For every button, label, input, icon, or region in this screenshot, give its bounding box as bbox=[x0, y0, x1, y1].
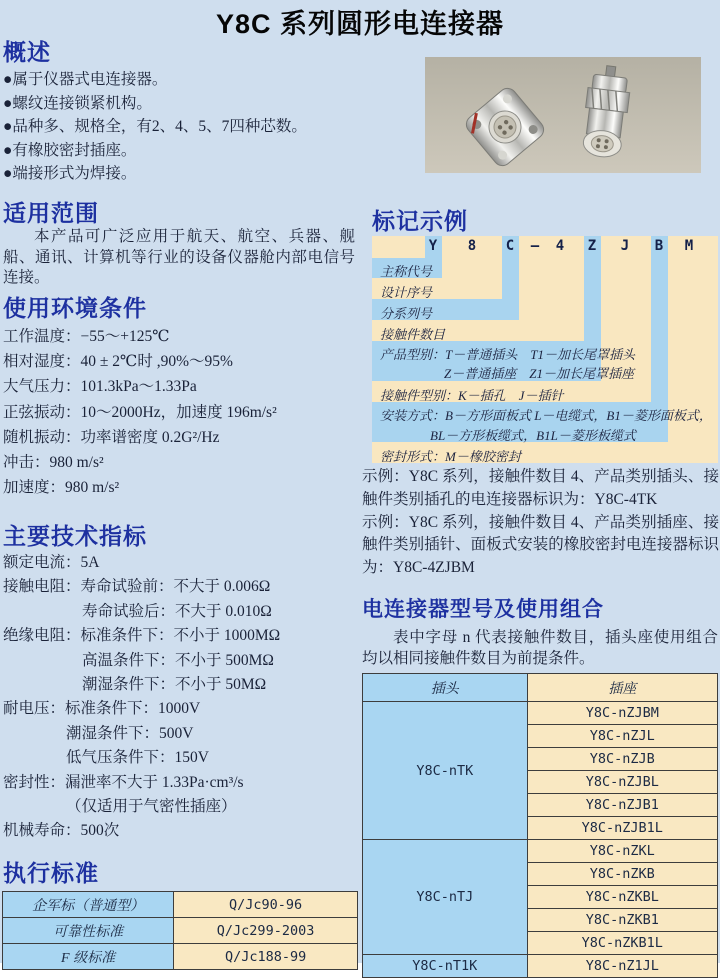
marking-letter: M bbox=[684, 238, 694, 254]
spec-item: 密封性：漏泄率不大于 1.33Pa·cm³/s bbox=[3, 773, 244, 791]
table-row bbox=[363, 840, 718, 863]
environment-item: 大气压力：101.3kPa～1.33Pa bbox=[3, 378, 197, 396]
page-title: Y8C 系列圆形电连接器 bbox=[215, 9, 505, 39]
socket-model: Y8C-nZ1JL bbox=[527, 955, 717, 978]
column-header-plug: 插头 bbox=[363, 674, 528, 702]
marking-row-label: Z－普通插座 Z1－加长尾罩插座 bbox=[444, 366, 634, 381]
marking-examples bbox=[362, 466, 719, 580]
marking-letter: 4 bbox=[555, 238, 565, 254]
table-row bbox=[363, 955, 718, 978]
plug-model: Y8C-nT1K bbox=[363, 955, 528, 978]
marking-row-label: 接触件型别：K－插孔 J－插针 bbox=[380, 388, 564, 403]
combinations-table bbox=[362, 673, 718, 978]
marking-letter: C bbox=[505, 238, 515, 254]
socket-model: Y8C-nZJL bbox=[527, 725, 717, 748]
socket-model: Y8C-nZJB bbox=[527, 748, 717, 771]
marking-row-label: 设计序号 bbox=[380, 285, 433, 300]
table-row bbox=[3, 892, 358, 918]
overview-bullet: ●端接形式为焊接。 bbox=[3, 165, 137, 182]
marking-letter: 8 bbox=[467, 238, 477, 254]
socket-model: Y8C-nZJBM bbox=[527, 702, 717, 725]
socket-model: Y8C-nZKB1 bbox=[527, 909, 717, 932]
table-row bbox=[3, 918, 358, 944]
socket-model: Y8C-nZKB bbox=[527, 863, 717, 886]
overview-bullet: ●品种多、规格全，有2、4、5、7四种芯数。 bbox=[3, 118, 307, 135]
environment-item: 加速度：980 m/s² bbox=[3, 479, 120, 497]
environment-item: 工作温度：−55～+125℃ bbox=[3, 328, 170, 345]
marking-letter: Z bbox=[587, 238, 597, 254]
marking-letter: J bbox=[620, 238, 630, 254]
standard-code: Q/Jc90-96 bbox=[174, 892, 358, 918]
riser-B bbox=[651, 236, 668, 402]
environment-list bbox=[3, 324, 277, 500]
marking-heading: 标记示例 bbox=[372, 208, 468, 234]
scope-text: 本产品可广泛应用于航天、航空、兵器、舰船、通讯、计算机等行业的设备仪器舱内部电信号连接。 bbox=[3, 228, 355, 286]
standards-table bbox=[2, 891, 358, 970]
standard-code: Q/Jc299-2003 bbox=[174, 918, 358, 944]
spec-item: 潮湿条件下：500V bbox=[66, 724, 194, 742]
plug-model: Y8C-nTK bbox=[363, 702, 528, 840]
environment-item: 相对湿度：40 ± 2℃时 ,90%～95% bbox=[3, 353, 233, 371]
spec-item: 低气压条件下：150V bbox=[66, 749, 209, 767]
table-header-row bbox=[363, 674, 718, 702]
spec-item: 潮湿条件下：不小于 50MΩ bbox=[82, 676, 267, 694]
overview-bullet-list bbox=[3, 68, 307, 186]
socket-model: Y8C-nZKB1L bbox=[527, 932, 717, 955]
overview-bullet: ●有橡胶密封插座。 bbox=[3, 141, 137, 159]
standards-heading: 执行标准 bbox=[3, 860, 99, 886]
marking-example-2: 示例：Y8C 系列，接触件数目 4、产品类别插座、接触件类别插针、面板式安装的橡胶密封电连接器标识为：Y8C-4ZJBM bbox=[362, 513, 719, 577]
product-photo bbox=[425, 57, 701, 173]
marking-row-label: BL－方形板缆式，B1L－菱形板缆式 bbox=[430, 428, 636, 443]
standard-name: 可靠性标准 bbox=[3, 918, 174, 944]
spec-item: 耐电压：标准条件下：1000V bbox=[3, 700, 201, 718]
spec-item: （仅适用于气密性插座） bbox=[66, 798, 237, 816]
socket-model: Y8C-nZKBL bbox=[527, 886, 717, 909]
marking-row-label: 主称代号 bbox=[380, 264, 433, 279]
marking-row-label: 密封形式：M－橡胶密封 bbox=[380, 449, 521, 464]
marking-row-label: 分系列号 bbox=[380, 306, 433, 321]
standard-name: 企军标（普通型） bbox=[3, 892, 174, 918]
column-header-socket: 插座 bbox=[527, 674, 717, 702]
standard-code: Q/Jc188-99 bbox=[174, 944, 358, 970]
marking-row-label: 安装方式：B－方形面板式 L－电缆式，B1－菱形面板式， bbox=[380, 408, 712, 423]
table-row bbox=[363, 702, 718, 725]
socket-model: Y8C-nZJB1 bbox=[527, 794, 717, 817]
specs-list bbox=[3, 551, 280, 844]
overview-heading: 概述 bbox=[3, 39, 51, 65]
marking-letter: B bbox=[654, 238, 664, 254]
environment-item: 正弦振动：10～2000Hz，加速度 196m/s² bbox=[3, 403, 277, 421]
environment-heading: 使用环境条件 bbox=[3, 295, 147, 321]
specs-heading: 主要技术指标 bbox=[3, 523, 147, 549]
marking-example-1: 示例：Y8C 系列，接触件数目 4、产品类别插头、接触件类别插孔的电连接器标识为：Y8C-4TK bbox=[362, 468, 719, 508]
marking-row-label: 产品型别：T－普通插头 T1－加长尾罩插头 bbox=[380, 347, 635, 362]
spec-item: 高温条件下：不小于 500MΩ bbox=[82, 651, 274, 669]
socket-model: Y8C-nZKL bbox=[527, 840, 717, 863]
table-row bbox=[3, 944, 358, 970]
combinations-note: 表中字母 n 代表接触件数目，插头座使用组合均以相同接触件数目为前提条件。 bbox=[362, 629, 718, 667]
combinations-heading: 电连接器型号及使用组合 bbox=[362, 598, 604, 621]
socket-model: Y8C-nZJB1L bbox=[527, 817, 717, 840]
overview-bullet: ●属于仪器式电连接器。 bbox=[3, 71, 168, 88]
spec-item: 机械寿命：500次 bbox=[3, 822, 120, 840]
spec-item: 接触电阻：寿命试验前：不大于 0.006Ω bbox=[3, 578, 271, 596]
marking-row-label: 接触件数目 bbox=[380, 327, 446, 342]
environment-item: 冲击：980 m/s² bbox=[3, 454, 104, 472]
marking-letter: — bbox=[530, 238, 540, 254]
standard-name: F 级标准 bbox=[3, 944, 174, 970]
spec-item: 额定电流：5A bbox=[3, 554, 100, 571]
environment-item: 随机振动：功率谱密度 0.2G²/Hz bbox=[3, 428, 220, 446]
socket-model: Y8C-nZJBL bbox=[527, 771, 717, 794]
spec-item: 绝缘电阻：标准条件下：不小于 1000MΩ bbox=[3, 627, 281, 645]
marking-diagram bbox=[372, 236, 718, 463]
spec-item: 寿命试验后：不大于 0.010Ω bbox=[82, 602, 272, 620]
marking-letter: Y bbox=[428, 238, 438, 254]
overview-bullet: ●螺纹连接锁紧机构。 bbox=[3, 94, 152, 112]
connector-photo-illustration bbox=[425, 57, 701, 173]
plug-model: Y8C-nTJ bbox=[363, 840, 528, 955]
scope-heading: 适用范围 bbox=[3, 200, 99, 226]
